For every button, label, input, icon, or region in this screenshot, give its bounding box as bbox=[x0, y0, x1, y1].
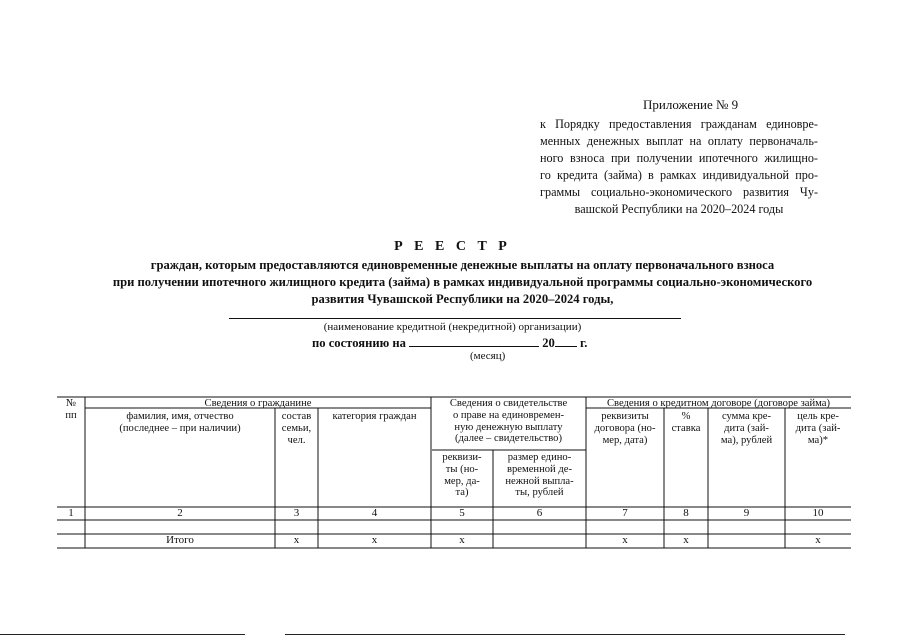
year-suffix: г. bbox=[579, 336, 588, 350]
year-prefix: 20 bbox=[542, 336, 555, 350]
appendix-line: ного взноса при получении ипотечного жилищно- bbox=[540, 151, 818, 165]
column-number-cell: 4 bbox=[371, 507, 378, 519]
column-number-cell: 1 bbox=[68, 507, 74, 519]
total-row-mark: x bbox=[815, 534, 821, 546]
column-number-cell: 5 bbox=[459, 507, 465, 519]
total-row-label: Итого bbox=[166, 534, 194, 546]
document-title: Р Е Е С Т Р bbox=[394, 239, 511, 254]
column-header-full-name: фамилия, имя, отчество (последнее – при наличии) bbox=[119, 411, 241, 434]
column-header-credit-purpose: цель кре- дита (зай- ма)* bbox=[795, 411, 841, 446]
page-edge-line bbox=[285, 634, 845, 635]
month-caption: (месяц) bbox=[470, 350, 506, 362]
column-number-cell: 7 bbox=[622, 507, 628, 519]
column-number-cell: 6 bbox=[536, 507, 543, 519]
total-row-mark: x bbox=[622, 534, 628, 546]
column-number-cell: 9 bbox=[743, 507, 750, 519]
total-row-mark: x bbox=[293, 534, 300, 546]
total-row-mark: x bbox=[459, 534, 465, 546]
appendix-line: вашской Республики на 2020–2024 годы bbox=[574, 202, 784, 216]
appendix-line: к Порядку предоставления гражданам единовре- bbox=[540, 117, 818, 131]
column-number-cell: 2 bbox=[177, 507, 183, 519]
total-row-mark: x bbox=[371, 534, 378, 546]
column-header-credit-sum: сумма кре- дита (зай- ма), рублей bbox=[720, 411, 773, 446]
appendix-title: Приложение № 9 bbox=[643, 97, 739, 112]
column-header-payment-amount: размер едино- временной де- нежной выпла- ты, рублей bbox=[505, 452, 574, 499]
column-header-family-size: состав семьи, чел. bbox=[281, 411, 312, 446]
column-number-cell: 10 bbox=[812, 507, 824, 519]
column-number-cell: 8 bbox=[683, 507, 689, 519]
group-header-citizen: Сведения о гражданине bbox=[204, 398, 312, 409]
heading-line: развития Чувашской Республики на 2020–2024 годы, bbox=[311, 292, 614, 306]
column-header-category: категория граждан bbox=[332, 411, 417, 422]
organization-caption: (наименование кредитной (некредитной) организации) bbox=[323, 321, 582, 333]
group-header-certificate: Сведения о свидетельстве о праве на единовремен- ную денежную выплату (далее – свидетельство) bbox=[449, 398, 568, 445]
column-header-contract-requisites: реквизиты договора (но- мер, дата) bbox=[594, 411, 656, 446]
column-header-rate: % ставка bbox=[671, 411, 701, 434]
heading-line: граждан, которым предоставляются единовременные денежные выплаты на оплату первоначального взноса bbox=[150, 258, 775, 272]
appendix-line: го кредита (займа) в рамках индивидуальной про- bbox=[540, 168, 818, 182]
as-of-prefix: по состоянию на bbox=[312, 336, 406, 350]
page-edge-line bbox=[0, 634, 245, 635]
column-number-cell: 3 bbox=[293, 507, 300, 519]
group-header-credit-contract: Сведения о кредитном договоре (договоре займа) bbox=[606, 398, 831, 409]
appendix-line: менных денежных выплат на оплату первоначаль- bbox=[540, 134, 818, 148]
column-header-certificate-requisites: реквизи- ты (но- мер, да- та) bbox=[442, 452, 482, 499]
total-row-mark: x bbox=[683, 534, 689, 546]
column-header-number: № пп bbox=[65, 398, 77, 421]
appendix-line: граммы социально-экономического развития Чу- bbox=[540, 185, 818, 199]
heading-line: при получении ипотечного жилищного кредита (займа) в рамках индивидуальной программы социально-экономического bbox=[112, 275, 813, 289]
